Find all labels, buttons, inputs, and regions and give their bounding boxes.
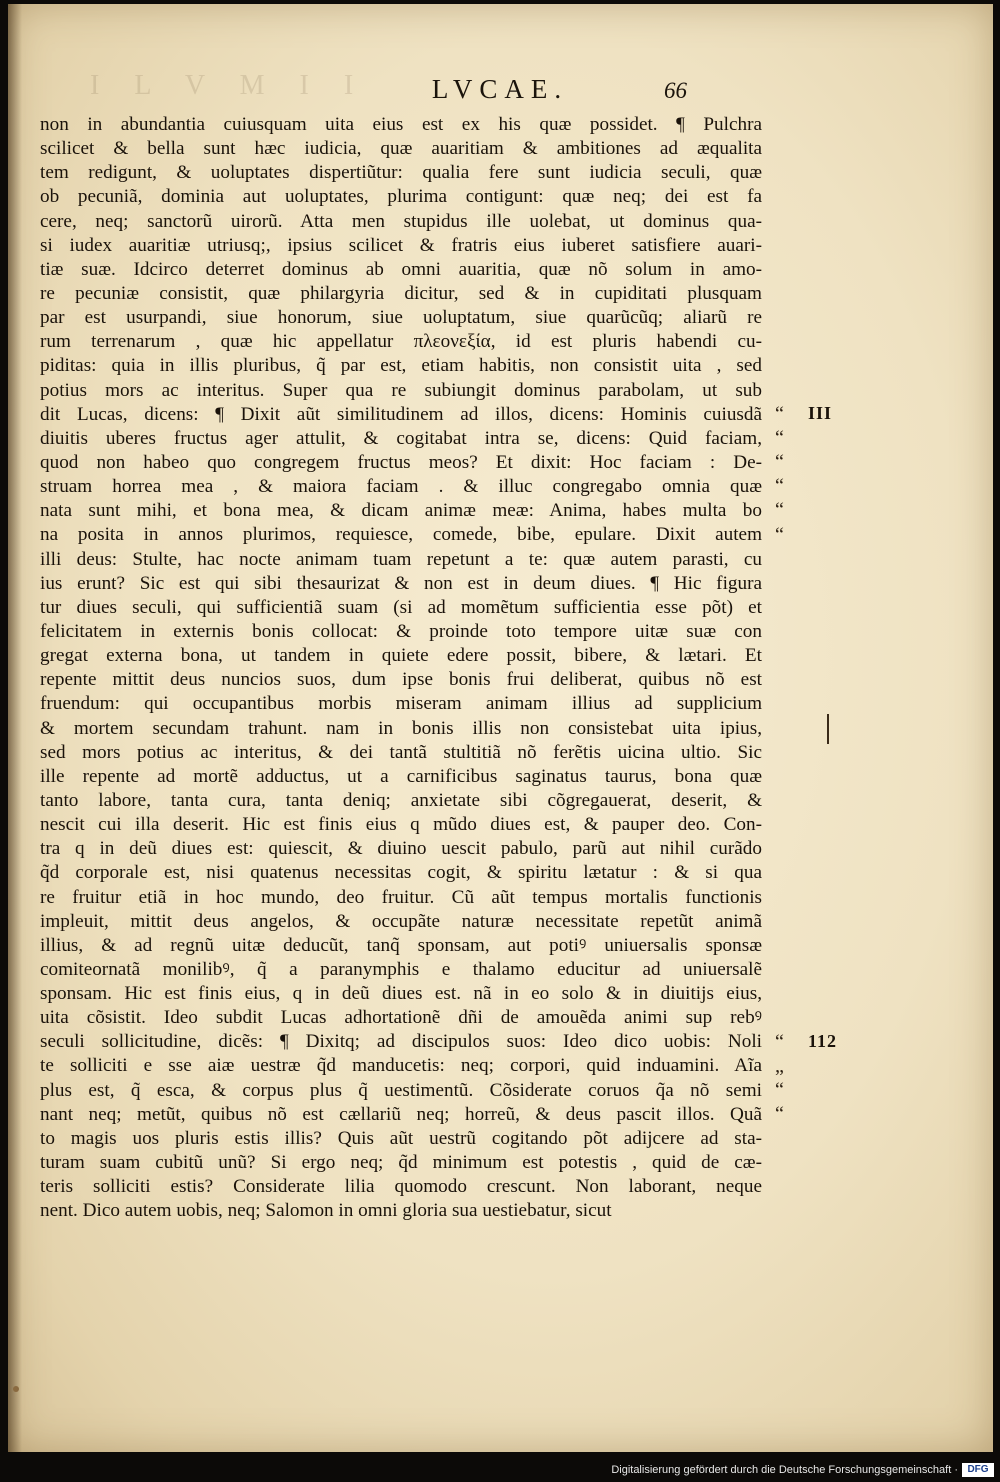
text-line: sponsam. Hic est finis eius, q in deũ diues est. nã in eo solo & in diuitijs eius, xyxy=(40,983,762,1005)
text-line: piditas: quia in illis pluribus, q̃ par est, etiam habitis, non consistit uita , sed xyxy=(40,355,762,377)
text-line: diuitis uberes fructus ager attulit, & cogitabat intra se, dicens: Quid faciam, xyxy=(40,427,762,449)
folio-number: 66 xyxy=(664,78,687,103)
text-line: q̃d corporale est, nisi quatenus necessitas cogit, & spiritu lætatur : & si qua xyxy=(40,862,762,884)
text-line: tur diues seculi, qui sufficientiã suam (si ad momẽtum sufficientia esse põt) et xyxy=(40,596,762,618)
text-line: ille repente ad mortẽ adductus, ut a carnificibus saginatus taurus, bona quæ xyxy=(40,765,762,787)
text-line: nescit cui illa deserit. Hic est finis eius q mũdo diues est, & pauper deo. Con- xyxy=(40,814,762,836)
text-line: si iudex auaritiæ utriusq;, ipsius scilicet & fratris eius iuberet satisfiere auari- xyxy=(40,234,762,256)
text-line: struam horrea mea , & maiora faciam . & illuc congregabo omnia quæ xyxy=(40,476,762,498)
text-line: repente mittit deus nuncios suos, dum ipse bonis frui deliberat, quibus nõ est xyxy=(40,669,762,691)
text-line: nata sunt mihi, et bona mea, & dicam animæ meæ: Anima, habes multa bo xyxy=(40,500,762,522)
text-line: felicitatem in externis bonis collocat: & proinde toto tempore uitæ suæ con xyxy=(40,620,762,642)
text-line: dit Lucas, dicens: ¶ Dixit aũt similitudinem ad illos, dicens: Hominis cuiusdã xyxy=(40,403,762,425)
text-line: tanto labore, tanta cura, tanta deniq; anxietate sibi cõgregauerat, deserit, & xyxy=(40,789,762,811)
text-line: re pecuniæ consistit, quæ philargyria dicitur, sed & in cupiditati plusquam xyxy=(40,282,762,304)
text-line: illius, & ad regnũ uitæ deducũt, tanq̃ sponsam, aut potiꝰ uniuersalis sponsæ xyxy=(40,934,762,956)
text-line: turam suam cubitũ unũ? Si ergo neq; q̃d minimum est potestis , quid de cæ- xyxy=(40,1152,762,1174)
text-line: non in abundantia cuiusquam uita eius est ex his quæ possidet. ¶ Pulchra xyxy=(40,114,762,135)
quotation-mark: “ xyxy=(775,451,784,474)
quotation-mark: “ xyxy=(775,1103,784,1126)
quotation-mark: “ xyxy=(775,1030,784,1053)
quotation-mark: “ xyxy=(775,523,784,546)
text-line: plus est, q̃ esca, & corpus plus q̃ uestimentũ. Cõsiderate coruos q̃a nõ semi xyxy=(40,1079,762,1101)
text-line: teris solliciti estis? Considerate lilia quomodo crescunt. Non laborant, neque xyxy=(40,1176,762,1198)
text-line: ob pecuniã, dominia aut uoluptates, plurima contigunt: quæ neq; dei est fa xyxy=(40,186,762,208)
text-line: cere, neq; sanctorũ uirorũ. Atta men stupidus ille uolebat, ut dominus qua- xyxy=(40,210,762,232)
text-line: nent. Dico autem uobis, neq; Salomon in omni gloria sua uestiebatur, sicut xyxy=(40,1200,612,1222)
text-line: to magis uos pluris estis illis? Quis aũt uestrũ cogitando põt adijcere ad sta- xyxy=(40,1127,762,1149)
text-line: nant neq; metũt, quibus nõ est cællariũ neq; horreũ, & deus pascit illos. Quã xyxy=(40,1103,762,1125)
text-line: ius erunt? Sic est qui sibi thesaurizat & non est in deum diues. ¶ Hic figura xyxy=(40,572,762,594)
text-line: quod non habeo quo congregem fructus meos? Et dixit: Hoc faciam : De- xyxy=(40,451,762,473)
text-line: uita cõsistit. Ideo subdit Lucas adhortationẽ dñi de amouẽda animi sup rebꝰ xyxy=(40,1007,762,1029)
page-gutter-shadow xyxy=(8,4,22,1452)
text-line: sed mors potius ac interitus, & dei tantã stultitiã nõ ferẽtis uicina ultio. Sic xyxy=(40,741,762,763)
quotation-mark: “ xyxy=(775,475,784,498)
text-line: tra q in deũ diues est: quiescit, & diuino uescit pabulo, parũ aut nihil curãdo xyxy=(40,838,762,860)
page-speck xyxy=(13,1386,19,1392)
margin-number: III xyxy=(808,402,833,423)
text-line: tiæ suæ. Idcirco deterret dominus ab omni auaritia, quæ nõ solum in amo- xyxy=(40,258,762,280)
quotation-mark: “ xyxy=(775,402,784,425)
text-line: fruendum: qui occupantibus morbis miseram animam illius ad supplicium xyxy=(40,693,762,715)
text-line: seculi sollicitudine, dicẽs: ¶ Dixitq; ad discipulos suos: Ideo dico uobis: Noli xyxy=(40,1031,762,1053)
text-line: impleuit, mittit deus angelos, & occupãte naturæ necessitate repetũt animã xyxy=(40,910,762,932)
text-line: re fruitur etiã in hoc mundo, deo fruitur. Cũ aũt tempus mortalis functionis xyxy=(40,886,762,908)
text-block xyxy=(40,113,762,1223)
text-line: scilicet & bella sunt hæc iudicia, quæ auaritiam & ambitiones ad æqualita xyxy=(40,138,762,160)
text-line: tem redigunt, & uoluptates dispertiũtur: qualia fere sunt iudicia seculi, quæ xyxy=(40,162,762,184)
quotation-mark: “ xyxy=(775,1079,784,1101)
margin-number: 112 xyxy=(808,1030,838,1051)
footer-bar xyxy=(0,1452,1000,1482)
text-line: te solliciti e sse aiæ uestræ q̃d manducetis: neq; corpori, quid induamini. Aĩa xyxy=(40,1055,762,1077)
quotation-mark: „ xyxy=(775,1054,784,1077)
quotation-mark: “ xyxy=(775,499,784,522)
text-line: potius mors ac interitus. Super qua re subiungit dominus parabolam, ut sub xyxy=(40,379,762,401)
text-line: & mortem secundam trahunt. nam in bonis illis non consistebat uita ipius, xyxy=(40,717,762,739)
text-line: rum terrenarum , quæ hic appellatur πλεονεξία, id est pluris habendi cu- xyxy=(40,331,762,353)
text-line: na posita in annos plurimos, requiesce, comede, bibe, epulare. Dixit autem xyxy=(40,524,762,546)
text-line: par est usurpandi, siue honorum, siue uoluptatum, siue quarũcũq; aliarũ re xyxy=(40,307,762,329)
show-through-ghost: I L V M I I xyxy=(90,70,368,101)
funding-credit: Digitalisierung gefördert durch die Deutsche Forschungsgemeinschaft · xyxy=(611,1464,958,1476)
dfg-logo-icon: DFG xyxy=(962,1463,994,1477)
quotation-mark: “ xyxy=(775,426,784,449)
text-line: gregat externa bona, ut tandem in quiete edere possit, bibere, & lætari. Et xyxy=(40,645,762,667)
text-line: illi deus: Stulte, hac nocte animam tuam repetunt a te: quæ autem parasti, cu xyxy=(40,548,762,570)
margin-tick-mark xyxy=(827,714,835,744)
text-line: comiteornatã monilibꝰ, q̃ a paranymphis e thalamo educitur ad uniuersalẽ xyxy=(40,958,762,980)
running-head: LVCAE. xyxy=(431,74,569,104)
